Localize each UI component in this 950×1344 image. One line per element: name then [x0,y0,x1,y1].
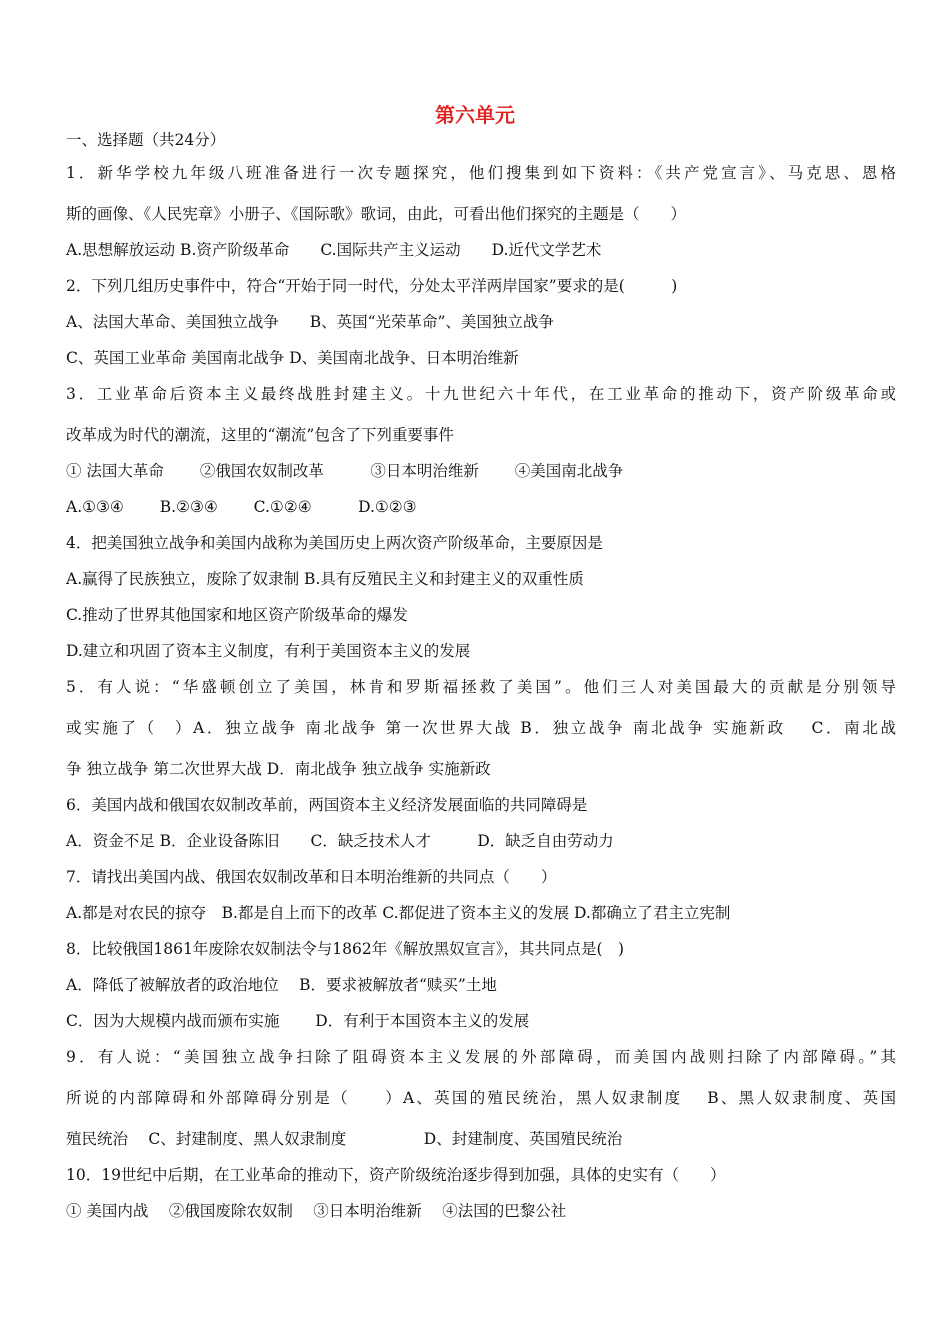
question-1-line-2: 斯的画像、《人民宪章》小册子、《国际歌》歌词，由此，可看出他们探究的主题是（ ） [66,205,687,223]
question-2-options-1: A、法国大革命、美国独立战争 B、英国“光荣革命”、美国独立战争 [66,313,554,331]
question-5-line-1: 5．有人说：“华盛顿创立了美国，林肯和罗斯福拯救了美国”。他们三人对美国最大的贡献是分别领导 [66,678,896,696]
question-8-options-cd: C．因为大规模内战而颁布实施 D．有利于本国资本主义的发展 [66,1012,530,1030]
question-5-line-3: 争 独立战争 第二次世界大战 D．南北战争 独立战争 实施新政 [66,760,491,778]
question-10-events: ① 美国内战 ②俄国废除农奴制 ③日本明治维新 ④法国的巴黎公社 [66,1202,567,1220]
question-3-events: ① 法国大革命 ②俄国农奴制改革 ③日本明治维新 ④美国南北战争 [66,462,624,480]
question-7-stem: 7．请找出美国内战、俄国农奴制改革和日本明治维新的共同点（ ） [66,868,557,886]
question-9-line-2: 所说的内部障碍和外部障碍分别是（ ）A、英国的殖民统治，黑人奴隶制度 B、黑人奴隶制度、英国 [66,1089,896,1107]
question-10-stem: 10．19世纪中后期，在工业革命的推动下，资产阶级统治逐步得到加强，具体的史实有（ ） [66,1166,726,1184]
question-3-line-2: 改革成为时代的潮流，这里的“潮流”包含了下列重要事件 [66,426,454,444]
question-4-option-d: D.建立和巩固了资本主义制度，有利于美国资本主义的发展 [66,642,471,660]
question-3-options: A.①③④ B.②③④ C.①②④ D.①②③ [66,498,417,516]
question-3-line-1: 3．工业革命后资本主义最终战胜封建主义。十九世纪六十年代，在工业革命的推动下，资产阶级革命或 [66,385,896,403]
question-6-stem: 6．美国内战和俄国农奴制改革前，两国资本主义经济发展面临的共同障碍是 [66,796,588,814]
question-2-options-2: C、英国工业革命 美国南北战争 D、美国南北战争、日本明治维新 [66,349,519,367]
question-7-options: A.都是对农民的掠夺 B.都是自上而下的改革 C.都促进了资本主义的发展 D.都确立了君主立宪制 [66,904,731,922]
question-4-stem: 4．把美国独立战争和美国内战称为美国历史上两次资产阶级革命，主要原因是 [66,534,603,552]
page-title: 第六单元 [435,103,515,127]
question-5-line-2: 或实施了（ ）A．独立战争 南北战争 第一次世界大战 B．独立战争 南北战争 实施新政 C．南北战 [66,719,896,737]
question-1-line-1: 1．新华学校九年级八班准备进行一次专题探究，他们搜集到如下资料：《共产党宣言》、马克思、恩格 [66,164,896,182]
question-8-stem: 8．比较俄国1861年废除农奴制法令与1862年《解放黑奴宣言》，其共同点是( ) [66,940,625,958]
question-4-option-c: C.推动了世界其他国家和地区资产阶级革命的爆发 [66,606,408,624]
question-6-options: A．资金不足 B．企业设备陈旧 C．缺乏技术人才 D．缺乏自由劳动力 [66,832,614,850]
question-4-option-ab: A.赢得了民族独立，废除了奴隶制 B.具有反殖民主义和封建主义的双重性质 [66,570,584,588]
question-8-options-ab: A．降低了被解放者的政治地位 B．要求被解放者“赎买”土地 [66,976,497,994]
question-1-options: A.思想解放运动 B.资产阶级革命 C.国际共产主义运动 D.近代文学艺术 [66,241,602,259]
question-9-line-1: 9．有人说：“美国独立战争扫除了阻碍资本主义发展的外部障碍，而美国内战则扫除了内部障碍。”其 [66,1048,896,1066]
question-2-stem: 2．下列几组历史事件中，符合“开始于同一时代，分处太平洋两岸国家”要求的是( ) [66,277,678,295]
section-heading: 一、选择题（共24分） [66,131,226,149]
question-9-line-3: 殖民统治 C、封建制度、黑人奴隶制度 D、封建制度、英国殖民统治 [66,1130,623,1148]
